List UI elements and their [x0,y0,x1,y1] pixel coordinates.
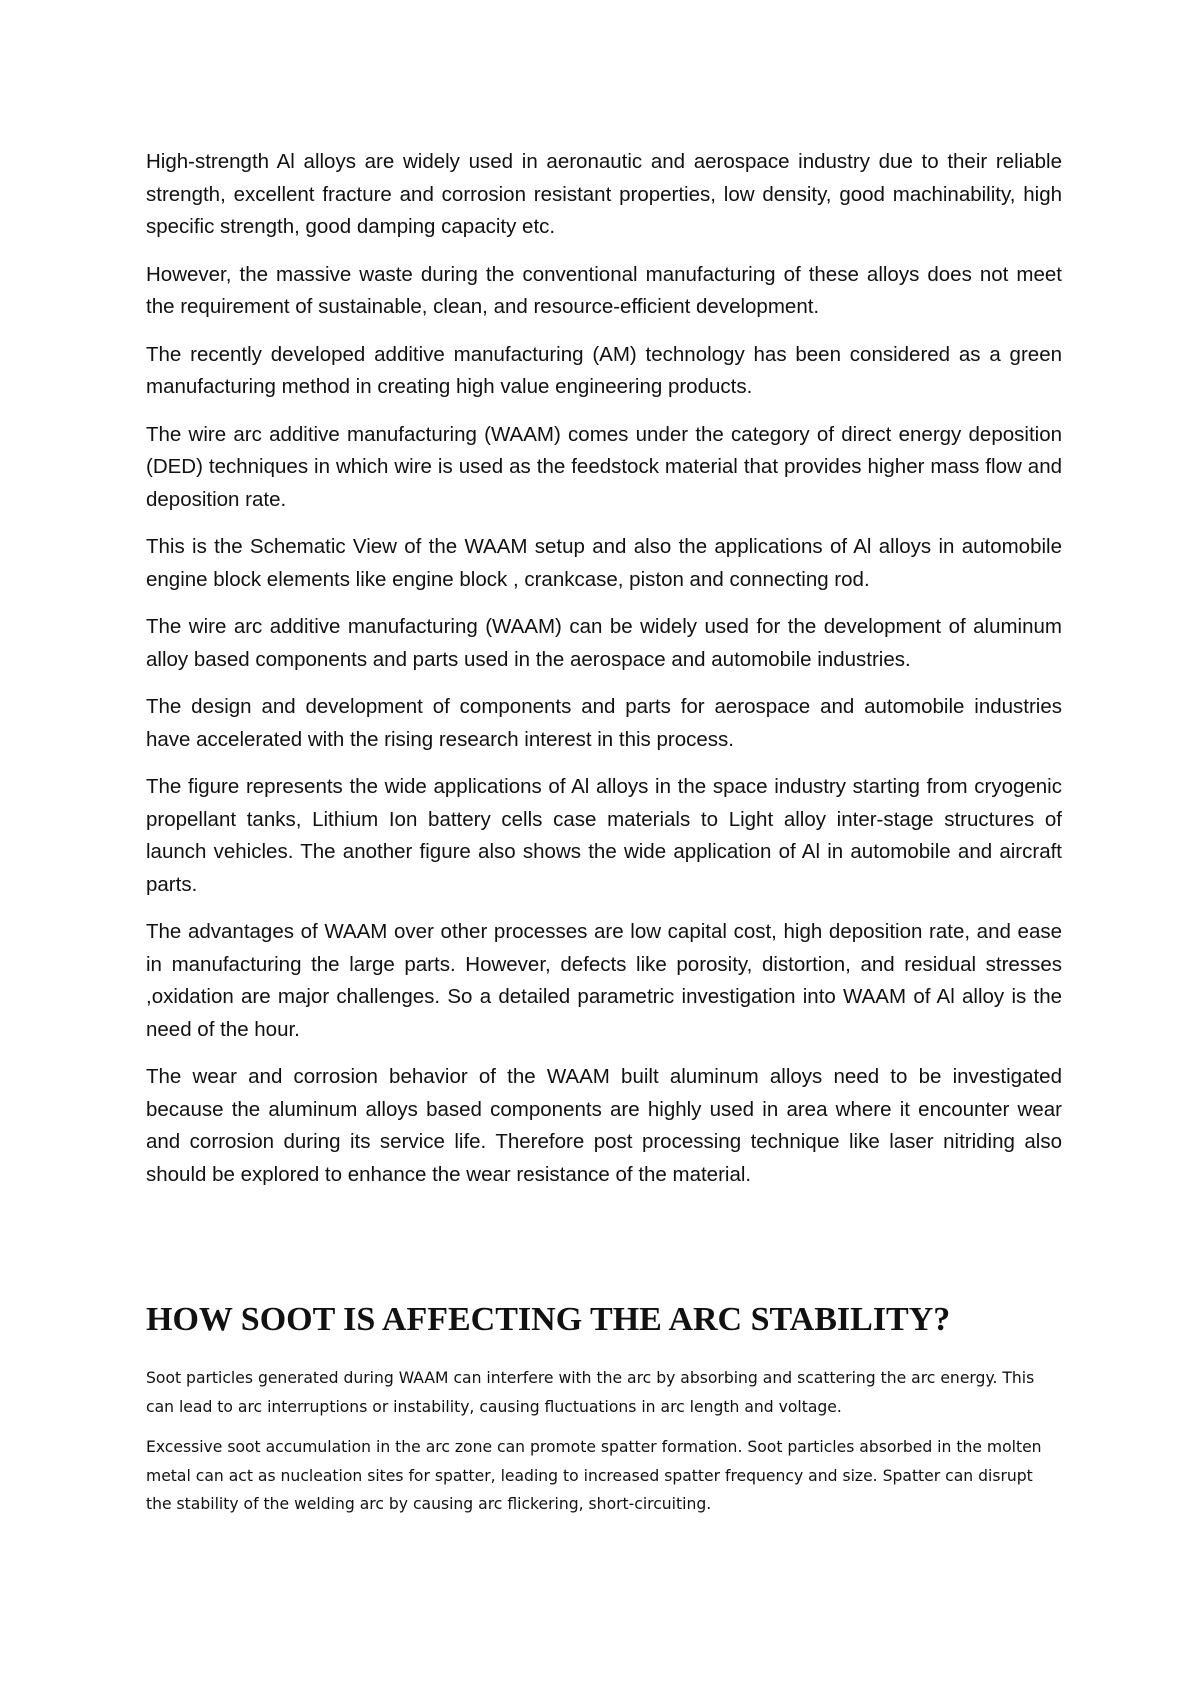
paragraph-soot-interference: Soot particles generated during WAAM can interfere with the arc by absorbing and scattering the arc energy. This can lead to arc interruptions or instability, causing fluctuations in arc length and voltage. [146,1369,1035,1416]
paragraph-waam-definition: The wire arc additive manufacturing (WAAM) comes under the category of direct energy deposition (DED) techniques in which wire is used as the feedstock material that provides higher mass flow and deposition rate. [146,422,1062,511]
paragraph-waam-advantages: The advantages of WAAM over other processes are low capital cost, high deposition rate, and ease in manufacturing the large parts. However, defects like porosity, distortion, and residual stresses ,oxidation are major challenges. So a detailed parametric investigation into WAAM of Al alloy is the need of the hour. [146,920,1062,1041]
paragraph-design-development: The design and development of components and parts for aerospace and automobile industries have accelerated with the rising research interest in this process. [146,695,1062,751]
paragraph-wear-corrosion: The wear and corrosion behavior of the WAAM built aluminum alloys need to be investigated because the aluminum alloys based components are highly used in area where it encounter wear and corrosion during its service life. Therefore post processing technique like laser nitriding also should be explored to enhance the wear resistance of the material. [146,1065,1062,1186]
paragraph-additive-manufacturing: The recently developed additive manufacturing (AM) technology has been considered as a green manufacturing method in creating high value engineering products. [146,342,1062,398]
paragraph-figure-description: The figure represents the wide applications of Al alloys in the space industry starting from cryogenic propellant tanks, Lithium Ion battery cells case materials to Light alloy inter-stage structures of launch vehicles. The another figure also shows the wide application of Al in automobile and aircraft parts. [146,775,1062,896]
paragraph-soot-spatter: Excessive soot accumulation in the arc zone can promote spatter formation. Soot particles absorbed in the molten metal can act as nucleation sites for spatter, leading to increased spatter frequency and size. Spatter can disrupt the stability of the welding arc by causing arc flickering, short-circuiting. [146,1438,1042,1513]
soot-section-text [146,1364,1062,1531]
section-heading: HOW SOOT IS AFFECTING THE ARC STABILITY? [146,1301,951,1338]
paragraph-al-alloys-uses: High-strength Al alloys are widely used in aeronautic and aerospace industry due to their reliable strength, excellent fracture and corrosion resistant properties, low density, good machinability, high specific strength, good damping capacity etc. [146,150,1062,238]
paragraph-waam-applications: The wire arc additive manufacturing (WAAM) can be widely used for the development of aluminum alloy based components and parts used in the aerospace and automobile industries. [146,615,1062,671]
paragraph-manufacturing-waste: However, the massive waste during the conventional manufacturing of these alloys does not meet the requirement of sustainable, clean, and resource-efficient development. [146,262,1062,318]
paragraph-schematic-view: This is the Schematic View of the WAAM setup and also the applications of Al alloys in automobile engine block elements like engine block , crankcase, piston and connecting rod. [146,535,1062,591]
body-text [146,146,1062,1206]
